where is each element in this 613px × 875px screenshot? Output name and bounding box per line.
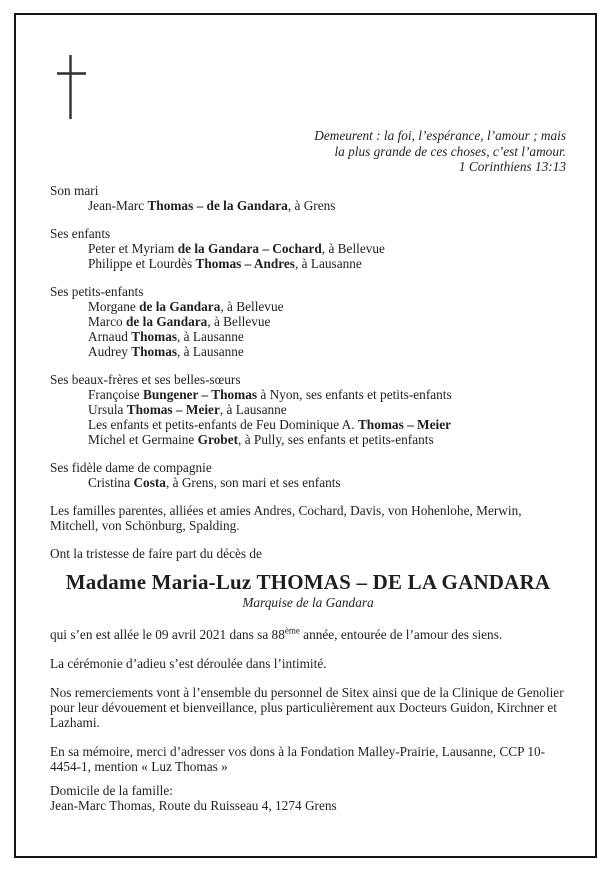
entry-surname: Thomas – Meier bbox=[357, 416, 451, 432]
relative-entry bbox=[50, 241, 566, 256]
entry-pre: Les enfants et petits-enfants de Feu Dominique A. bbox=[88, 416, 358, 432]
entry-post: à Nyon, ses enfants et petits-enfants bbox=[257, 386, 452, 402]
quote-line: la plus grande de ces choses, c’est l’amour. bbox=[334, 143, 566, 159]
relative-entry bbox=[50, 402, 566, 417]
passing-line-pre: qui s’en est allée le 09 avril 2021 dans sa 88 bbox=[50, 626, 285, 642]
section-label: Ses petits-enfants bbox=[50, 283, 144, 299]
announcement-line: Ont la tristesse de faire part du décès de bbox=[50, 545, 262, 561]
ceremony-line: La cérémonie d’adieu s’est déroulée dans l’intimité. bbox=[50, 655, 327, 671]
domicile-address: Jean-Marc Thomas, Route du Ruisseau 4, 1274 Grens bbox=[50, 797, 337, 813]
deceased-name: Madame Maria-Luz THOMAS – DE LA GANDARA bbox=[65, 569, 551, 594]
entry-pre: Arnaud bbox=[88, 328, 132, 344]
entry-pre: Cristina bbox=[88, 474, 134, 490]
entry-surname: Thomas bbox=[131, 328, 178, 344]
page-frame bbox=[14, 13, 597, 858]
relative-entry bbox=[50, 344, 566, 359]
entry-post: , à Pully, ses enfants et petits-enfants bbox=[238, 431, 434, 447]
passing-line-post: année, entourée de l’amour des siens. bbox=[299, 626, 503, 642]
relative-entry bbox=[50, 299, 566, 314]
deceased-title: Marquise de la Gandara bbox=[242, 594, 374, 610]
families-paragraph: Les familles parentes, alliées et amies Andres, Cochard, Davis, von Hohenlohe, Merwin, Mitchell, von Schönburg, Spalding. bbox=[50, 502, 522, 533]
entry-post: , à Bellevue bbox=[321, 240, 385, 256]
entry-pre: Audrey bbox=[88, 343, 132, 359]
entry-surname: de la Gandara bbox=[126, 313, 208, 329]
entry-post: , à Grens, son mari et ses enfants bbox=[165, 474, 341, 490]
entry-post: , à Lausanne bbox=[177, 328, 244, 344]
section-label: Ses enfants bbox=[50, 225, 111, 241]
entry-post: , à Bellevue bbox=[207, 313, 271, 329]
relative-entry bbox=[50, 329, 566, 344]
entry-pre: Marco bbox=[88, 313, 127, 329]
entry-surname: de la Gandara – Cochard bbox=[177, 240, 322, 256]
relative-entry bbox=[50, 198, 566, 213]
relatives-sections bbox=[50, 183, 566, 490]
entry-surname: Thomas – Andres bbox=[195, 255, 295, 271]
section-label: Son mari bbox=[50, 182, 99, 198]
relative-entry bbox=[50, 417, 566, 432]
section-label: Ses fidèle dame de compagnie bbox=[50, 459, 212, 475]
entry-pre: Michel et Germaine bbox=[88, 431, 198, 447]
entry-pre: Morgane bbox=[88, 298, 140, 314]
entry-post: , à Bellevue bbox=[220, 298, 284, 314]
entry-surname: Costa bbox=[133, 474, 166, 490]
relatives-section bbox=[50, 284, 566, 359]
entry-pre: Peter et Myriam bbox=[88, 240, 178, 256]
donation-paragraph: En sa mémoire, merci d’adresser vos dons à la Fondation Malley-Prairie, Lausanne, CCP 10-4454-1, mention « Luz Thomas » bbox=[50, 743, 546, 774]
entry-surname: Grobet bbox=[197, 431, 239, 447]
cross-icon bbox=[57, 55, 87, 119]
relative-entry bbox=[50, 256, 566, 271]
quote-line: Demeurent : la foi, l’espérance, l’amour ; mais bbox=[314, 128, 566, 143]
entry-surname: Thomas – Meier bbox=[126, 401, 220, 417]
passing-line bbox=[50, 627, 566, 642]
thanks-paragraph: Nos remerciements vont à l’ensemble du personnel de Sitex ainsi que de la Clinique de Genolier pour leur dévouement et bienveillance, plus particulièrement aux Docteurs Guidon, Kirchner et Lazhami. bbox=[50, 684, 564, 730]
entry-post: , à Lausanne bbox=[294, 255, 362, 271]
entry-post: , à Lausanne bbox=[219, 401, 287, 417]
entry-pre: Jean-Marc bbox=[88, 197, 148, 213]
entry-surname: Bungener – Thomas bbox=[143, 386, 258, 402]
domicile-block bbox=[50, 783, 566, 813]
entry-surname: Thomas bbox=[131, 343, 178, 359]
section-label: Ses beaux-frères et ses belles-sœurs bbox=[50, 371, 241, 387]
entry-post: , à Lausanne bbox=[177, 343, 244, 359]
relative-entry bbox=[50, 475, 566, 490]
entry-pre: Philippe et Lourdès bbox=[88, 255, 196, 271]
entry-pre: Françoise bbox=[88, 386, 144, 402]
entry-surname: de la Gandara bbox=[139, 298, 221, 314]
quote-line: 1 Corinthiens 13:13 bbox=[458, 159, 566, 174]
relative-entry bbox=[50, 387, 566, 402]
relatives-section bbox=[50, 183, 566, 213]
entry-surname: Thomas – de la Gandara bbox=[147, 197, 288, 213]
entry-post: , à Grens bbox=[287, 197, 336, 213]
relatives-section bbox=[50, 372, 566, 447]
relative-entry bbox=[50, 432, 566, 447]
relative-entry bbox=[50, 314, 566, 329]
relatives-section bbox=[50, 226, 566, 271]
relatives-section bbox=[50, 460, 566, 490]
entry-pre: Ursula bbox=[88, 401, 127, 417]
domicile-label: Domicile de la famille: bbox=[50, 782, 173, 798]
age-superscript: ème bbox=[284, 625, 300, 636]
scripture-quote bbox=[50, 128, 566, 175]
